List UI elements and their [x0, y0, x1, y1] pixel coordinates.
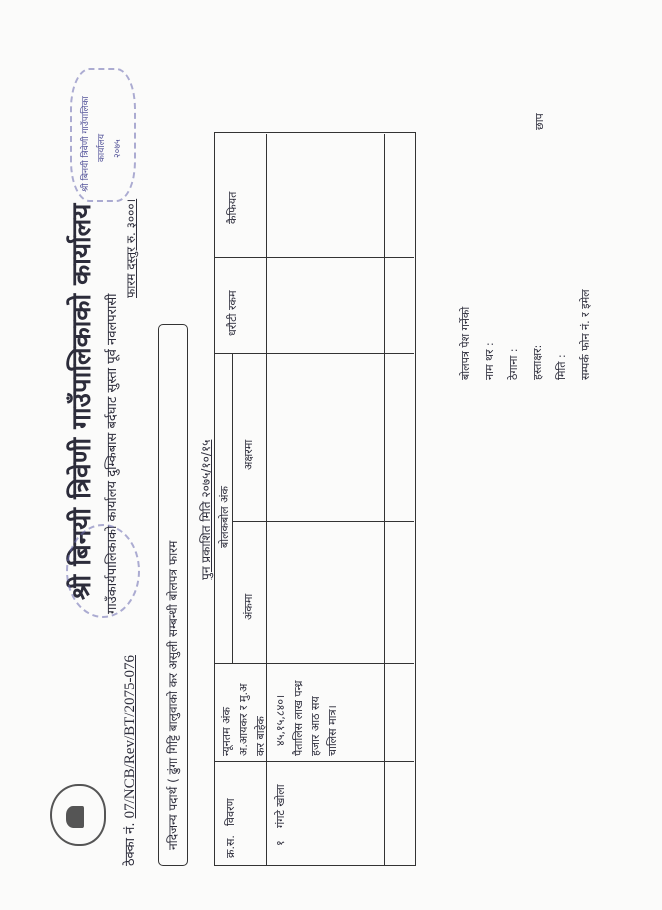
- row-min-amount-words: पैतालिस लाख पन्ध्र हजार आठ सय चालिस मात्र।: [292, 680, 339, 756]
- table-divider: [232, 521, 414, 522]
- signature-name: नाम थर :: [483, 342, 496, 380]
- header-remarks: कैफियत: [226, 191, 239, 224]
- subject-text: नदिजन्य पदार्थ ( ढुंगा गिट्टि बालुवाको कर असुली सम्बन्धी बोलपत्र फारम: [166, 540, 180, 850]
- stamp-date: २०७५: [113, 139, 123, 158]
- row-sn: १: [274, 840, 287, 846]
- header-description: विवरण: [224, 798, 237, 826]
- stamp-text-line1: श्री बिनयी त्रिवेणी गाउँपालिका: [81, 96, 91, 192]
- contract-number-line: [120, 655, 139, 866]
- header-bid-amount: बोलकबोल अंक: [218, 486, 231, 548]
- contract-number: 07/NCB/Rev/BT/2075-076: [122, 655, 138, 819]
- signature-sign: हस्ताक्षर:: [531, 344, 544, 380]
- table-divider: [266, 134, 267, 866]
- header-in-figures: अंकमा: [242, 593, 255, 620]
- signature-heading: बोलपत्र पेश गर्नेको: [459, 306, 472, 380]
- office-seal-stamp: [66, 524, 140, 618]
- office-subtitle: गाउँकार्यपालिकाको कार्यालय दुम्किबास बर्दघाट सुस्ता पूर्व नवलपरासी: [105, 293, 120, 614]
- office-title: श्री बिनयी त्रिवेणी गाउँपालिकाको कार्यालय: [67, 203, 97, 600]
- header-in-words: अक्षरमा: [242, 439, 255, 470]
- header-min-amount: न्यूनतम अंक अ.आयकर र मु.अ कर बाहेक: [220, 683, 267, 756]
- contract-label: ठेक्का नं.: [123, 822, 138, 866]
- header-deposit: धरौटी रकम: [226, 290, 239, 336]
- row-min-amount: ४५,१५,८४०।: [274, 694, 287, 746]
- form-fee: फारम दस्तुर रु. ३०००।: [124, 198, 138, 298]
- signature-address: ठेगाना :: [507, 348, 520, 380]
- signature-date: मिति :: [555, 354, 568, 380]
- government-emblem-icon: [50, 784, 106, 846]
- table-divider: [384, 134, 385, 866]
- signature-contact: सम्पर्क फोन नं. र इमेल: [579, 289, 592, 380]
- stamp-text-line2: कार्यालय: [97, 133, 107, 162]
- header-sn: क्र.स.: [224, 835, 237, 858]
- republication-date: पुन प्रकाशित मिति २०७५/१०/१५: [199, 439, 213, 580]
- signature-block: [454, 289, 598, 380]
- seal-label: छाप: [533, 113, 546, 130]
- row-description: गंगटे खोला: [274, 784, 287, 828]
